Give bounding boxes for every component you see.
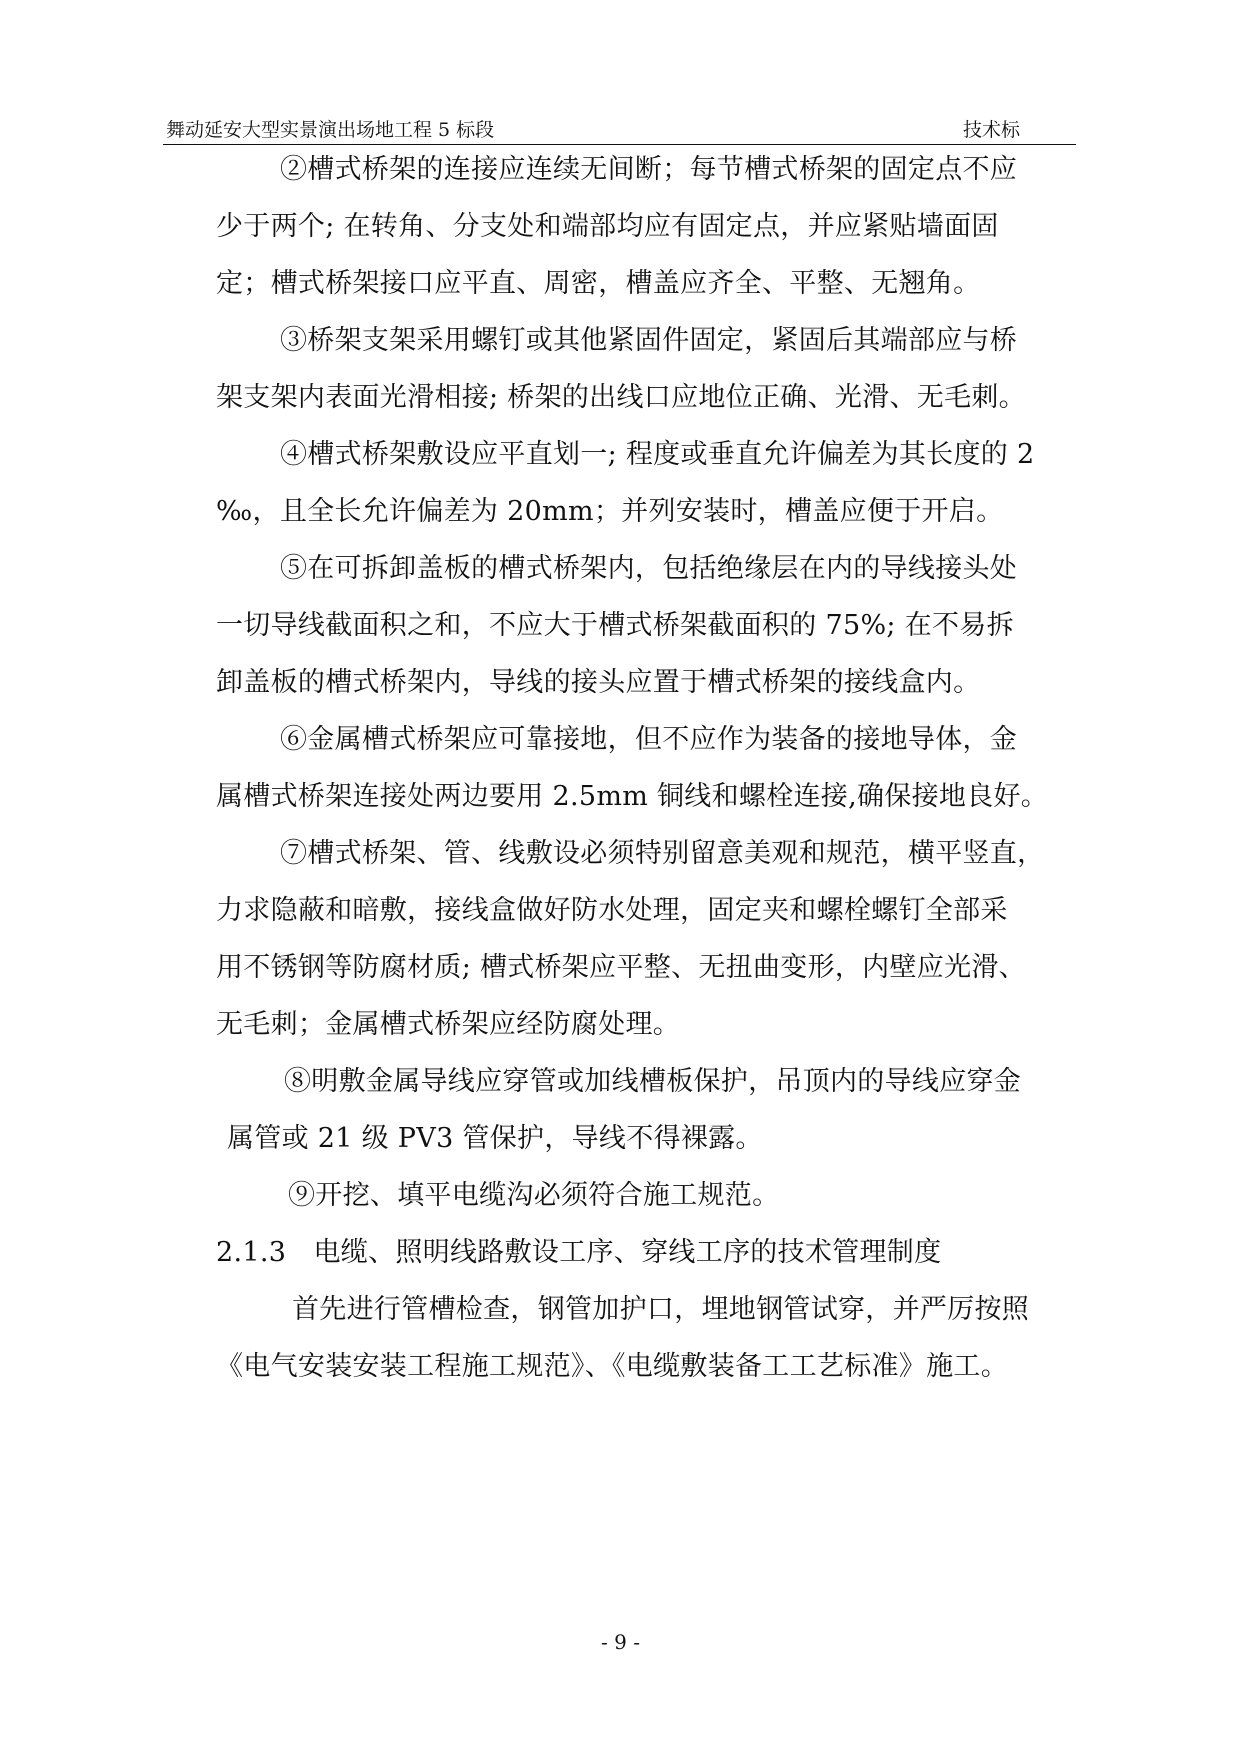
text-line-5: 架支架内表面光滑相接; 桥架的出线口应地位正确、光滑、无毛刺。	[216, 382, 1026, 413]
section-heading-2-1-3: 2.1.3 电缆、照明线路敷设工序、穿线工序的技术管理制度	[216, 1237, 942, 1268]
text-line-11: ⑥金属槽式桥架应可靠接地，但不应作为装备的接地导体，金	[280, 724, 1018, 755]
text-line-10: 卸盖板的槽式桥架内，导线的接头应置于槽式桥架的接线盒内。	[216, 667, 981, 698]
page-number: - 9 -	[601, 1630, 640, 1654]
header-rule	[163, 144, 1076, 145]
text-line-15: 用不锈钢等防腐材质; 槽式桥架应平整、无扭曲变形，内壁应光滑、	[216, 952, 1026, 983]
text-line-9: 一切导线截面积之和，不应大于槽式桥架截面积的 75%; 在不易拆	[216, 610, 1014, 641]
header-document-type: 技术标	[962, 119, 1020, 141]
text-line-3: 定；槽式桥架接口应平直、周密，槽盖应齐全、平整、无翘角。	[216, 268, 981, 299]
text-line-14: 力求隐蔽和暗敷，接线盒做好防水处理，固定夹和螺栓螺钉全部采	[216, 895, 1008, 926]
header-project-title: 舞动延安大型实景演出场地工程 5 标段	[166, 119, 495, 141]
text-line-17: ⑧明敷金属导线应穿管或加线槽板保护，吊顶内的导线应穿金	[284, 1066, 1022, 1097]
text-line-4: ③桥架支架采用螺钉或其他紧固件固定，紧固后其端部应与桥	[280, 325, 1018, 356]
text-line-2: 少于两个; 在转角、分支处和端部均应有固定点，并应紧贴墙面固	[216, 211, 999, 242]
text-line-22: 《电气安装安装工程施工规范》、《电缆敷装备工工艺标准》施工。	[216, 1351, 1008, 1382]
text-line-16: 无毛刺；金属槽式桥架应经防腐处理。	[216, 1009, 681, 1040]
text-line-18: 属管或 21 级 PV3 管保护，导线不得裸露。	[227, 1123, 763, 1154]
text-line-6: ④槽式桥架敷设应平直划一; 程度或垂直允许偏差为其长度的 2	[280, 439, 1035, 470]
page-header	[163, 117, 1076, 143]
text-line-12: 属槽式桥架连接处两边要用 2.5mm 铜线和螺栓连接,确保接地良好。	[216, 781, 1049, 812]
text-line-1: ②槽式桥架的连接应连续无间断；每节槽式桥架的固定点不应	[280, 154, 1018, 185]
text-line-21: 首先进行管槽检查，钢管加护口，埋地钢管试穿，并严厉按照	[292, 1294, 1030, 1325]
text-line-13: ⑦槽式桥架、管、线敷设必须特别留意美观和规范，横平竖直，	[280, 838, 1045, 869]
text-line-7: ‰，且全长允许偏差为 20mm；并列安装时，槽盖应便于开启。	[216, 496, 1004, 527]
text-line-8: ⑤在可拆卸盖板的槽式桥架内，包括绝缘层在内的导线接头处	[280, 553, 1018, 584]
text-line-19: ⑨开挖、填平电缆沟必须符合施工规范。	[288, 1180, 780, 1211]
